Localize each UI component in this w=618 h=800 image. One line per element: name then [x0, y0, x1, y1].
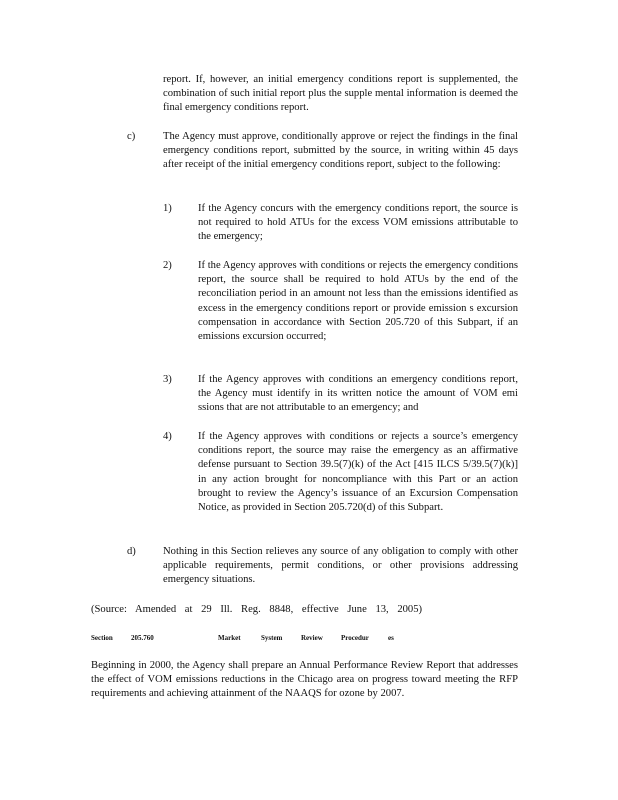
source-note: (Source: Amended at 29 Ill. Reg. 8848, effective June 13, 2005) — [91, 604, 423, 615]
subitem-4-paragraph: If the Agency approves with conditions or rejects a source’s emergency conditions report, the source may raise the emergency as an affirmative defense pursuant to Section 39.5(7)(k) of the Act [415 ILCS 5/39.5(7)(k)] in any action brought for noncompliance with this Part or an action brought to review the Agency’s issuance of an Excursion Compensation Notice, as provided in Section 205.720(d) of this Subpart. — [198, 431, 518, 514]
subitem-1-paragraph: If the Agency concurs with the emergency conditions report, the source is not required to hold ATUs for the excess VOM emissions attributable to the emergency; — [198, 203, 518, 243]
final-paragraph: Beginning in 2000, the Agency shall prepare an Annual Performance Review Report that addresses the effect of VOM emissions reductions in the Chicago area on progress toward meeting the RFP requirements and achieving attainment of the NAAQS for ozone by 2007. — [91, 660, 518, 700]
section-heading — [91, 633, 518, 643]
subitem-1-label: 1) — [163, 203, 172, 214]
section-heading-market: Market — [218, 634, 241, 642]
item-c-paragraph: The Agency must approve, conditionally approve or reject the findings in the final emergency conditions report, submitted by the source, in writing within 45 days after receipt of the initial emergency conditions report, subject to the following: — [163, 131, 518, 171]
intro-continuation-paragraph: report. If, however, an initial emergency conditions report is supplemented, the combination of such initial report plus the supple mental information is deemed the final emergency conditions report. — [163, 74, 518, 114]
subitem-3-label: 3) — [163, 374, 172, 385]
section-heading-es: es — [388, 634, 394, 642]
item-d-label: d) — [127, 546, 136, 557]
section-heading-word: Section — [91, 634, 113, 642]
subitem-2-label: 2) — [163, 260, 172, 271]
item-d-paragraph: Nothing in this Section relieves any source of any obligation to comply with other applicable requirements, permit conditions, or other provisions addressing emergency situations. — [163, 546, 518, 586]
subitem-3-paragraph: If the Agency approves with conditions an emergency conditions report, the Agency must identify in its written notice the amount of VOM emi ssions that are not attributable to an emergency; and — [198, 374, 518, 414]
section-heading-review: Review — [301, 634, 323, 642]
item-c-label: c) — [127, 131, 136, 142]
section-heading-number: 205.760 — [131, 634, 154, 642]
section-heading-procedur: Procedur — [341, 634, 369, 642]
subitem-4-label: 4) — [163, 431, 172, 442]
subitem-2-paragraph: If the Agency approves with conditions or rejects the emergency conditions report, the source shall be required to hold ATUs by the end of the reconciliation period in an amount not less than the emissions identified as excess in the emergency conditions report or provide emission s excursion compensation in accordance with Section 205.720 of this Subpart, if an emissions excursion occurred; — [198, 260, 518, 343]
section-heading-system: System — [261, 634, 283, 642]
